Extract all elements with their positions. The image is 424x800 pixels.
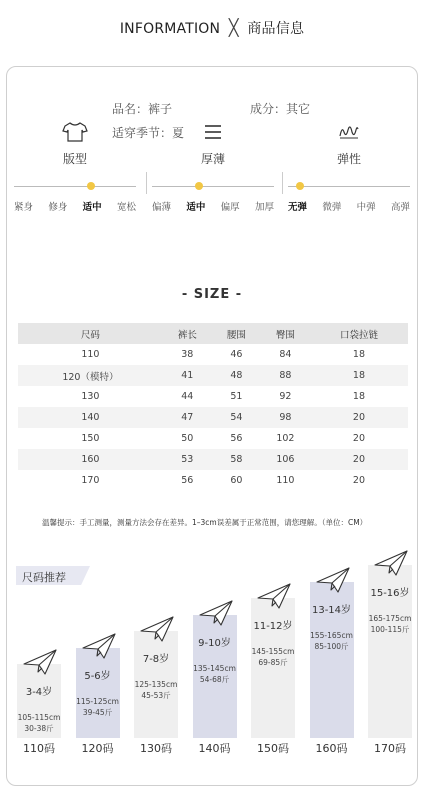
attribute-panel xyxy=(14,120,410,260)
size-bar xyxy=(310,552,354,739)
attr-elasticity-options: 无弹 微弹 中弹 高弹 xyxy=(288,202,410,213)
age-range: 15-16岁 xyxy=(370,588,410,599)
attr-fit xyxy=(14,120,136,260)
size-code: 170码 xyxy=(374,742,406,755)
size-code: 150码 xyxy=(257,742,289,755)
paper-plane-icon xyxy=(374,549,408,577)
weight-range: 69-85斤 xyxy=(258,658,288,667)
size-recommend-label: 尺码推荐 xyxy=(16,566,90,585)
height-range: 115-125cm xyxy=(76,696,119,706)
attr-fit-scale xyxy=(14,186,136,187)
attr-elasticity-title: 弹性 xyxy=(336,152,361,166)
weight-range: 45-53斤 xyxy=(141,691,171,700)
weight-range: 30-38斤 xyxy=(24,724,54,733)
weight-range: 85-100斤 xyxy=(314,641,349,651)
size-bar xyxy=(368,535,412,738)
size-code: 140码 xyxy=(198,742,231,755)
col-size: 尺码 xyxy=(18,323,163,344)
table-row: 120（模特） 41 48 88 18 xyxy=(18,365,408,386)
layers-icon xyxy=(152,120,274,144)
attr-elasticity-dot xyxy=(296,182,304,190)
age-range: 13-14岁 xyxy=(311,604,352,616)
paper-plane-icon xyxy=(316,566,350,594)
size-bar xyxy=(193,585,237,739)
divider xyxy=(146,172,147,194)
tshirt-icon xyxy=(14,120,136,144)
attr-fit-options: 紧身 修身 适中 宽松 xyxy=(14,202,136,213)
col-pocket-zip: 口袋拉链 xyxy=(310,323,408,344)
weight-range: 54-68斤 xyxy=(199,674,230,684)
size-code: 120码 xyxy=(81,742,114,755)
table-row: 110 38 46 84 18 xyxy=(81,349,366,360)
size-code: 160码 xyxy=(315,742,348,755)
attr-thickness-options: 偏薄 适中 偏厚 加厚 xyxy=(152,202,274,213)
col-waist: 腰围 xyxy=(212,323,261,344)
height-range: 105-115cm xyxy=(17,713,61,722)
product-material: 成分：其它 xyxy=(250,102,311,116)
table-row: 150 50 56 102 20 xyxy=(81,433,366,444)
product-name: 品名：裤子 xyxy=(112,102,173,116)
size-table xyxy=(18,323,408,491)
age-range: 3-4岁 xyxy=(25,687,53,698)
height-range: 135-145cm xyxy=(193,663,236,673)
header-chinese: 商品信息 xyxy=(247,21,305,37)
attr-thickness-scale xyxy=(152,186,274,187)
attr-fit-dot xyxy=(87,182,95,190)
age-range: 7-8岁 xyxy=(142,654,170,665)
cross-icon: ╳ xyxy=(228,18,239,37)
table-row: 170 56 60 110 20 xyxy=(81,475,366,486)
product-season: 适穿季节：夏 xyxy=(112,126,185,140)
size-bar xyxy=(17,634,61,738)
attr-thickness-dot xyxy=(195,182,203,190)
measurement-tip: 温馨提示：手工测量，测量方法会存在差异。1–3cm误差属于正常范围，请您理解。（单位：CM） xyxy=(42,518,368,527)
col-length: 裤长 xyxy=(163,323,212,344)
page-header xyxy=(0,18,424,38)
age-range: 5-6岁 xyxy=(84,670,111,682)
table-header-row xyxy=(18,323,408,344)
size-code: 110码 xyxy=(23,742,55,755)
spring-icon xyxy=(288,120,410,144)
size-bar xyxy=(134,601,178,738)
height-range: 145-155cm xyxy=(251,647,295,656)
age-range: 9-10岁 xyxy=(198,637,231,649)
attr-thickness-title: 厚薄 xyxy=(200,152,225,166)
age-range: 11-12岁 xyxy=(253,621,293,632)
table-row: 160 53 58 106 20 xyxy=(18,449,408,470)
paper-plane-icon xyxy=(82,632,116,660)
divider xyxy=(282,172,283,194)
attr-elasticity-scale xyxy=(288,186,410,187)
table-row: 130 44 51 92 18 xyxy=(81,391,366,402)
paper-plane-icon xyxy=(140,615,174,643)
weight-range: 39-45斤 xyxy=(82,707,113,717)
size-bar xyxy=(76,618,120,739)
col-hip: 臀围 xyxy=(261,323,310,344)
table-row: 140 47 54 98 20 xyxy=(18,407,408,428)
weight-range: 100-115斤 xyxy=(370,625,410,634)
header-english: INFORMATION xyxy=(119,21,221,37)
attr-thickness xyxy=(152,120,274,260)
paper-plane-icon xyxy=(199,599,233,627)
height-range: 125-135cm xyxy=(134,680,178,689)
size-code: 130码 xyxy=(140,742,172,755)
height-range: 155-165cm xyxy=(310,630,353,640)
size-section-title: - SIZE - xyxy=(181,287,243,302)
paper-plane-icon xyxy=(23,648,57,676)
paper-plane-icon xyxy=(257,582,291,610)
size-bar xyxy=(251,568,295,738)
height-range: 165-175cm xyxy=(368,614,412,623)
size-bar-fill xyxy=(76,648,120,739)
attr-fit-title: 版型 xyxy=(62,152,87,166)
attr-elasticity xyxy=(288,120,410,260)
